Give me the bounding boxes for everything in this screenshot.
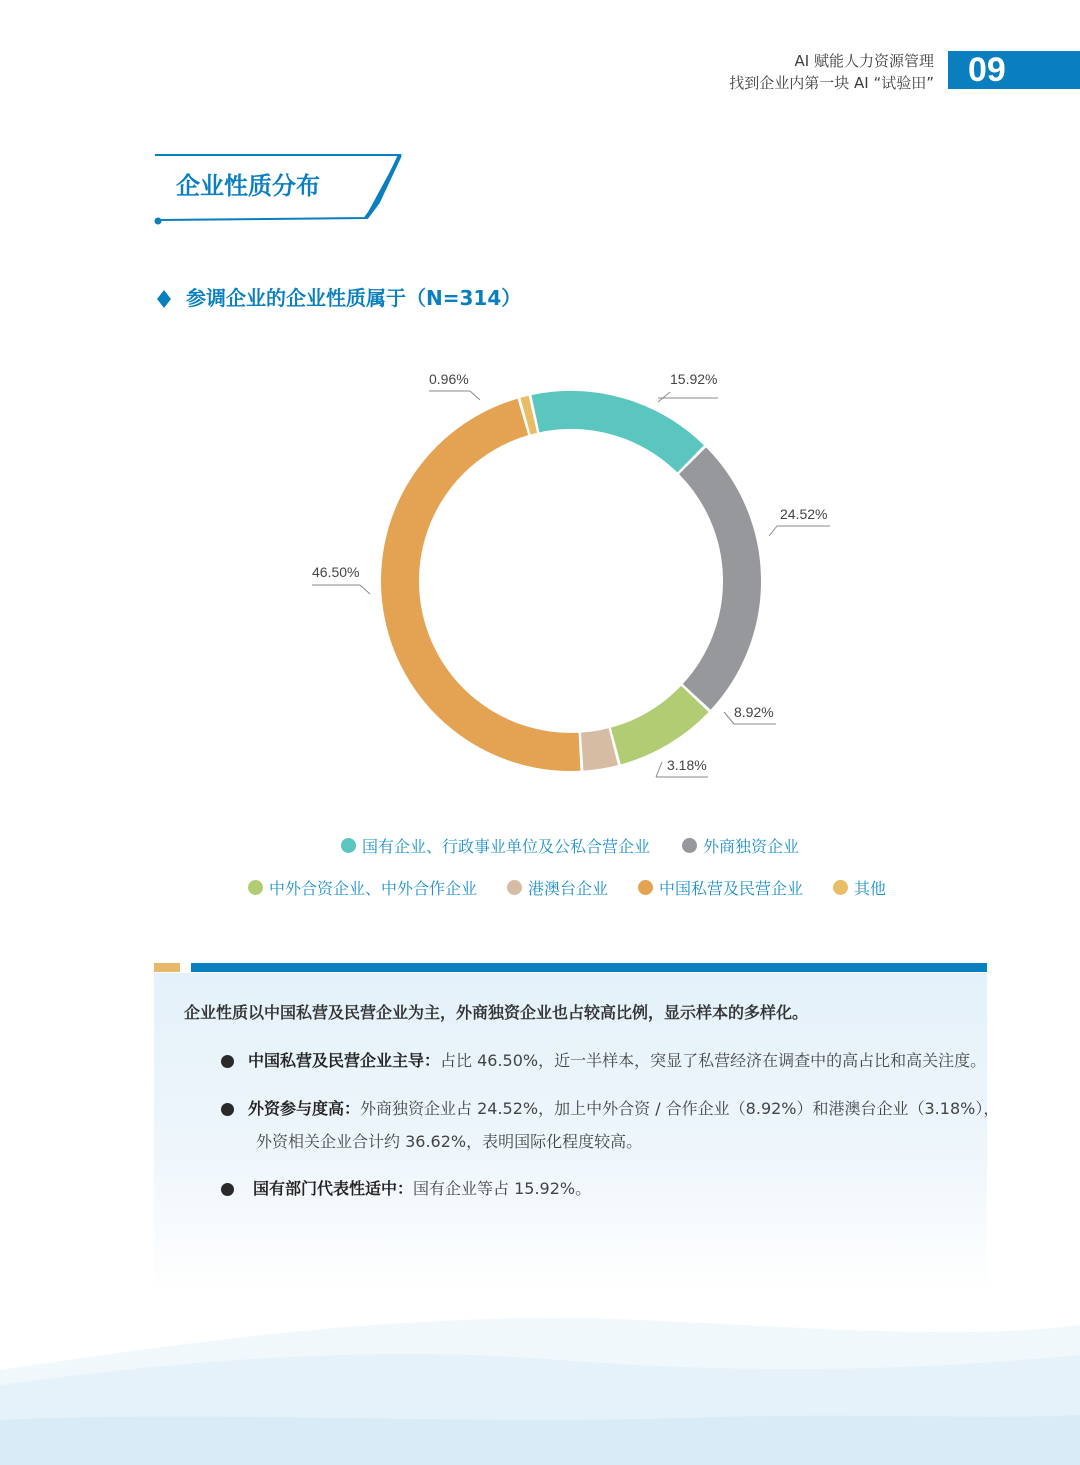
- legend-dot-other: [833, 880, 848, 895]
- data-label-joint-venture: 8.92%: [734, 704, 774, 720]
- leader-line-private: [312, 585, 370, 594]
- legend-dot-foreign-owned: [682, 838, 697, 853]
- header-line-1: AI 赋能人力资源管理: [794, 52, 934, 70]
- leader-line-foreign-owned: [769, 526, 830, 536]
- donut-slice-joint-venture: [616, 699, 695, 746]
- donut-slice-private: [400, 417, 580, 752]
- summary-lead: 企业性质以中国私营及民营企业为主，外商独资企业也占较高比例，显示样本的多样化。: [184, 1003, 809, 1022]
- legend-item-hk-macao-taiwan: [507, 876, 608, 899]
- legend-item-foreign-owned: [682, 834, 799, 857]
- donut-slice-state-owned: [535, 410, 690, 459]
- legend-label-joint-venture: 中外合资企业、中外合作企业: [269, 879, 478, 898]
- bullet-dot: [221, 1103, 234, 1116]
- leader-line-state-owned: [658, 392, 718, 402]
- bullet-2-line-2: 外资相关企业合计约 36.62%，表明国际化程度较高。: [256, 1132, 643, 1151]
- footer-wave-decoration: [0, 1300, 1080, 1465]
- summary-accent-bar: [154, 963, 180, 972]
- legend-item-private: [638, 876, 803, 899]
- data-label-foreign-owned: 24.52%: [780, 506, 828, 522]
- legend-dot-state-owned: [341, 838, 356, 853]
- header-text: [729, 50, 934, 94]
- bullet-dot: [221, 1055, 234, 1068]
- legend-item-joint-venture: [248, 876, 477, 899]
- bullet-3-line-1: [253, 1176, 591, 1202]
- donut-chart: [290, 360, 850, 790]
- bullet-1-label: 中国私营及民营企业主导：: [248, 1051, 441, 1070]
- legend-item-state-owned: [341, 834, 650, 857]
- legend-label-state-owned: 国有企业、行政事业单位及公私合营企业: [362, 837, 651, 856]
- legend-label-hk-macao-taiwan: 港澳台企业: [528, 879, 609, 898]
- donut-slice-foreign-owned: [693, 461, 742, 697]
- bullet-2-line-1: [248, 1096, 999, 1122]
- data-label-private: 46.50%: [312, 564, 360, 580]
- legend-label-foreign-owned: 外商独资企业: [703, 837, 800, 856]
- legend-item-other: [833, 876, 886, 899]
- legend-dot-hk-macao-taiwan: [507, 880, 522, 895]
- bullet-3-label: 国有部门代表性适中：: [253, 1179, 414, 1198]
- summary-top-bar: [191, 963, 987, 972]
- legend-row-1: [341, 834, 799, 857]
- leader-line-other: [429, 391, 480, 400]
- donut-slice-other: [525, 414, 532, 416]
- diamond-bullet-icon: [157, 290, 171, 308]
- chart-title: 参调企业的企业性质属于（N=314）: [186, 286, 522, 310]
- page-number: 09: [968, 51, 1006, 89]
- legend-label-other: 其他: [854, 879, 887, 898]
- bullet-3-text: 国有企业等占 15.92%。: [413, 1179, 592, 1198]
- header-line-2: 找到企业内第一块 AI “试验田”: [729, 74, 934, 92]
- bullet-2-label: 外资参与度高：: [248, 1099, 361, 1118]
- section-title: 企业性质分布: [176, 172, 320, 200]
- data-label-hk-macao-taiwan: 3.18%: [667, 757, 707, 773]
- data-label-other: 0.96%: [429, 371, 469, 387]
- legend-label-private: 中国私营及民营企业: [659, 879, 804, 898]
- bullet-1-text: 占比 46.50%，近一半样本，突显了私营经济在调查中的高占比和高关注度。: [440, 1051, 987, 1070]
- bullet-dot: [221, 1183, 234, 1196]
- legend-dot-private: [638, 880, 653, 895]
- data-label-state-owned: 15.92%: [670, 371, 718, 387]
- bullet-2-text: 外商独资企业占 24.52%，加上中外合资 / 合作企业（8.92%）和港澳台企业（3.18%），: [360, 1099, 1000, 1118]
- legend-row-2: [248, 876, 886, 899]
- bullet-1-line-1: [248, 1048, 986, 1074]
- legend-dot-joint-venture: [248, 880, 263, 895]
- donut-slice-hk-macao-taiwan: [582, 747, 613, 752]
